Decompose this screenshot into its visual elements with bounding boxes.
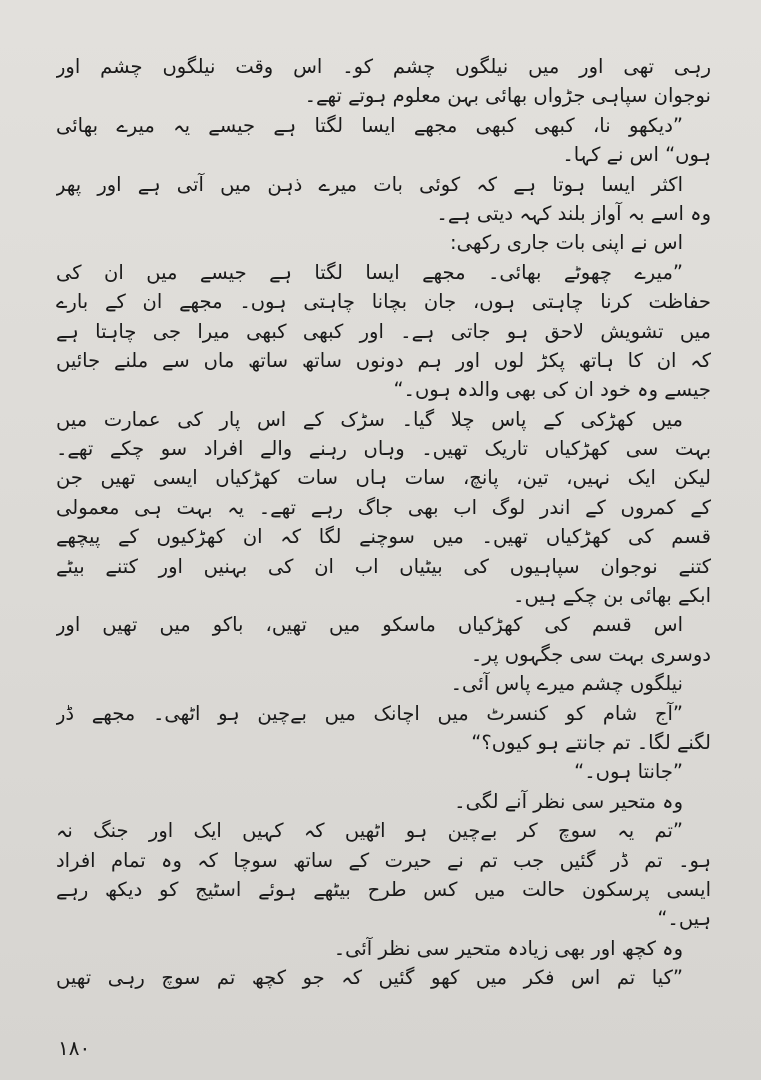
text-line: جیسے وہ خود ان کی بھی والدہ ہوں۔“ — [393, 378, 711, 402]
urdu-text-body — [56, 52, 711, 993]
text-line: لیکن ایک نہیں، تین، پانچ، سات ہاں سات کھڑکیاں ایسی تھیں جن — [56, 466, 711, 490]
text-line: ”دیکھو نا، کبھی کبھی مجھے ایسا لگتا ہے جیسے یہ میرے بھائی — [56, 113, 683, 137]
text-line: ہیں۔“ — [657, 907, 711, 931]
text-line: کتنے نوجوان سپاہیوں کی بیٹیاں اب ان کی بہنیں اور کتنے بیٹے — [56, 554, 711, 578]
text-line: رہی تھی اور میں نیلگوں چشم کو۔ اس وقت نیلگوں چشم اور — [56, 55, 711, 78]
text-line: حفاظت کرنا چاہتی ہوں، جان بچانا چاہتی ہوں۔ مجھے ان کے بارے — [56, 290, 711, 314]
text-line: اس نے اپنی بات جاری رکھی: — [450, 231, 683, 255]
page-number: ۱۸۰ — [58, 1036, 91, 1060]
text-line: کے کمروں کے اندر لوگ اب بھی جاگ رہے تھے۔ یہ بہت ہی معمولی — [56, 495, 711, 519]
text-line: کہ ان کا ہاتھ پکڑ لوں اور ہم دونوں ساتھ ساتھ ماں سے ملنے جائیں — [56, 348, 711, 372]
text-line: ”کیا تم اس فکر میں کھو گئیں کہ جو کچھ تم سوچ رہی تھیں — [56, 966, 683, 990]
text-line: لگنے لگا۔ تم جانتے ہو کیوں؟“ — [471, 730, 711, 754]
text-line: نوجوان سپاہی جڑواں بھائی بہن معلوم ہوتے تھے۔ — [304, 84, 711, 108]
text-line: وہ کچھ اور بھی زیادہ متحیر سی نظر آئی۔ — [333, 936, 683, 960]
text-line: ایسی پرسکون حالت میں کس طرح بیٹھے ہوئے اسٹیج کو دیکھ رہے — [56, 877, 711, 901]
text-line: اس قسم کی کھڑکیاں ماسکو میں تھیں، باکو میں تھیں اور — [56, 613, 683, 637]
text-line: اکثر ایسا ہوتا ہے کہ کوئی بات میرے ذہن میں آتی ہے اور پھر — [56, 172, 683, 196]
text-line: ابکے بھائی بن چکے ہیں۔ — [513, 584, 711, 608]
text-line: میں تشویش لاحق ہو جاتی ہے۔ اور کبھی کبھی میرا جی چاہتا ہے — [56, 319, 711, 343]
text-line: ”جانتا ہوں۔“ — [574, 760, 683, 784]
text-line: میں کھڑکی کے پاس چلا گیا۔ سڑک کے اس پار کی عمارت میں — [56, 407, 683, 431]
text-line: وہ اسے بہ آواز بلند کہہ دیتی ہے۔ — [436, 201, 711, 225]
text-line: دوسری بہت سی جگہوں پر۔ — [470, 642, 711, 666]
text-line: ”تم یہ سوچ کر بےچین ہو اٹھیں کہ کہیں ایک اور جنگ نہ — [56, 819, 683, 843]
text-line: وہ متحیر سی نظر آنے لگی۔ — [454, 789, 683, 813]
text-line: ”آج شام کو کنسرٹ میں اچانک میں بےچین ہو اٹھی۔ مجھے ڈر — [56, 701, 683, 725]
text-line: بہت سی کھڑکیاں تاریک تھیں۔ وہاں رہنے والے افراد سو چکے تھے۔ — [56, 437, 711, 461]
text-line: ہو۔ تم ڈر گئیں جب تم نے حیرت کے ساتھ سوچا کہ وہ تمام افراد — [56, 848, 711, 872]
text-line: نیلگوں چشم میرے پاس آئی۔ — [450, 672, 683, 696]
text-line: ہوں“ اس نے کہا۔ — [562, 143, 711, 167]
text-line: ”میرے چھوٹے بھائی۔ مجھے ایسا لگتا ہے جیسے میں ان کی — [56, 260, 683, 284]
text-line: قسم کی کھڑکیاں تھیں۔ میں سوچنے لگا کہ ان کھڑکیوں کے پیچھے — [56, 525, 711, 549]
